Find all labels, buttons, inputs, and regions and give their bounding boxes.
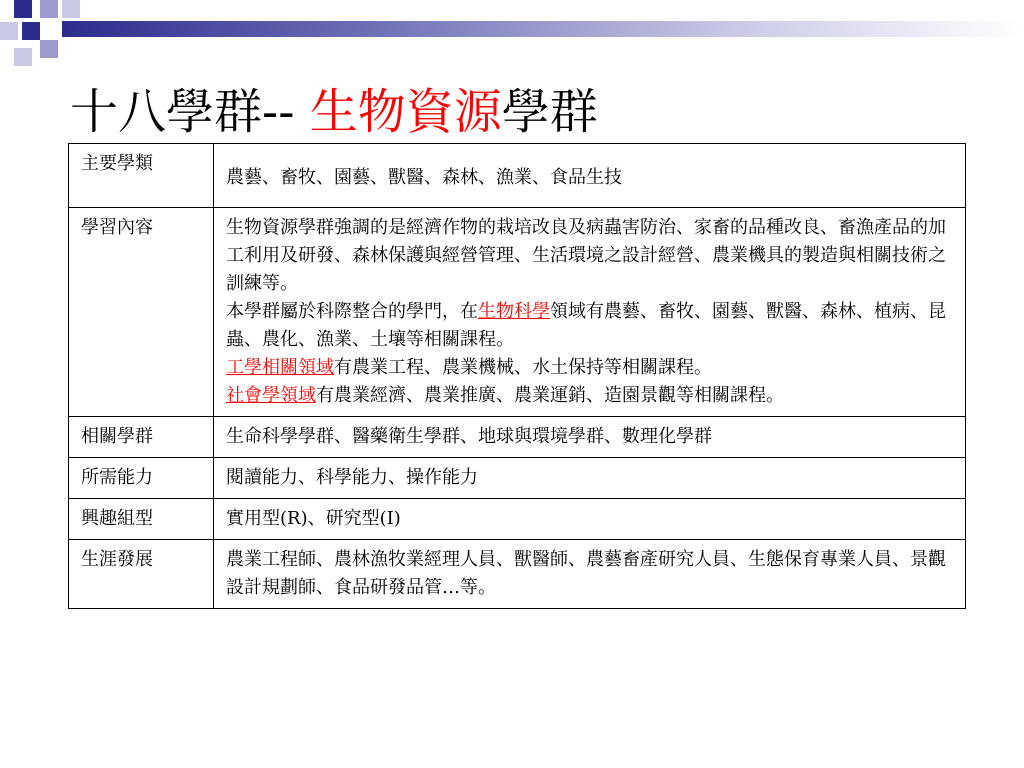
row-label: 相關學群: [69, 417, 214, 458]
row-value: [214, 458, 966, 499]
table-row: [69, 417, 966, 458]
row-value: [214, 540, 966, 609]
decor-square-2: [40, 0, 58, 18]
row-text: 實用型(R)、研究型(I): [226, 508, 401, 529]
decor-square-3: [62, 0, 80, 18]
row-value: [214, 208, 966, 417]
decor-gradient-bar: [62, 21, 1024, 37]
row-text: 生命科學學群、醫藥衛生學群、地球與環境學群、數理化學群: [226, 426, 712, 447]
table-row: [69, 540, 966, 609]
row-text: 閱讀能力、科學能力、操作能力: [226, 467, 478, 488]
row-text: 農藝、畜牧、園藝、獸醫、森林、漁業、食品生技: [226, 167, 622, 188]
row-label: 生涯發展: [69, 540, 214, 609]
content-paragraph-1: 生物資源學群強調的是經濟作物的栽培改良及病蟲害防治、家畜的品種改良、畜漁產品的加工利用及研發、森林保護與經營管理、生活環境之設計經營、農業機具的製造與相關技術之訓練等。: [226, 217, 946, 294]
content-text: 有農業工程、農業機械、水土保持等相關課程。: [334, 357, 712, 378]
table-row: [69, 144, 966, 208]
content-text: 有農業經濟、農業推廣、農業運銷、造園景觀等相關課程。: [316, 385, 784, 406]
row-label: 興趣組型: [69, 499, 214, 540]
sociology-field-link[interactable]: 社會學領域: [226, 385, 316, 406]
engineering-field-link[interactable]: 工學相關領域: [226, 357, 334, 378]
biology-field-link[interactable]: 生物科學: [478, 301, 550, 322]
decor-square-6: [40, 40, 58, 58]
row-value: [214, 144, 966, 208]
title-prefix: 十八學群--: [70, 84, 310, 140]
title-highlight: 生物資源: [309, 84, 502, 140]
table-row: [69, 208, 966, 417]
row-label: 主要學類: [69, 144, 214, 208]
info-table: [68, 143, 966, 609]
decor-square-5: [22, 22, 40, 40]
content-text: 本學群屬於科際整合的學門，在: [226, 301, 478, 322]
row-text: 農業工程師、農林漁牧業經理人員、獸醫師、農藝畜產研究人員、生態保育專業人員、景觀設計規劃師、食品研發品管…等。: [226, 549, 946, 598]
decor-square-4: [0, 22, 18, 40]
row-value: [214, 417, 966, 458]
title-suffix: 學群: [501, 84, 598, 140]
content-paragraph-3: [226, 354, 955, 382]
table-row: [69, 499, 966, 540]
content-text: 領域有農藝、畜牧、園藝、獸醫、森林、植病、昆蟲、農化、漁業、土壤等相關課程。: [226, 301, 946, 350]
row-label: 學習內容: [69, 208, 214, 417]
content-paragraph-2: [226, 298, 955, 354]
row-label: 所需能力: [69, 458, 214, 499]
table-row: [69, 458, 966, 499]
decor-square-1: [14, 0, 32, 18]
content-paragraph-4: [226, 382, 955, 410]
decor-square-7: [14, 48, 32, 66]
row-value: [214, 499, 966, 540]
slide-title: [70, 82, 598, 142]
